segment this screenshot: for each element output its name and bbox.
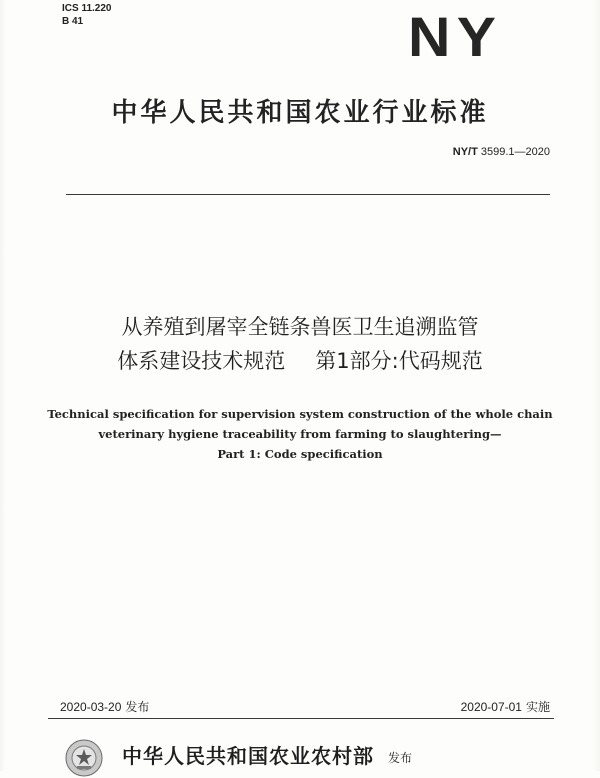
implementation-date [461, 698, 550, 715]
english-title-line-1: Technical specification for supervision system construction of the whole chain [47, 407, 553, 421]
ny-logo: NY [408, 5, 503, 68]
issue-date-label: 发布 [125, 700, 150, 714]
implementation-date-label: 实施 [525, 700, 550, 714]
chinese-title-line-2 [0, 344, 600, 378]
english-title-line-2: veterinary hygiene traceability from farming to slaughtering— [98, 427, 502, 441]
top-divider [66, 194, 550, 195]
ccs-code: B 41 [62, 16, 84, 27]
implementation-date-value: 2020-07-01 [460, 700, 522, 714]
english-title-line-3: Part 1: Code specification [217, 447, 383, 461]
english-title [0, 404, 600, 464]
chinese-title-line-2-part: 第1部分:代码规范 [315, 349, 483, 373]
issue-date [60, 698, 149, 715]
issue-date-value: 2020-03-20 [60, 700, 122, 714]
issuing-authority [122, 740, 412, 769]
chinese-title-line-2-main: 体系建设技术规范 [117, 349, 286, 373]
national-emblem-icon [64, 738, 104, 778]
standard-number [453, 146, 550, 158]
chinese-title [0, 310, 600, 378]
ministry-name: 中华人民共和国农业农村部 [122, 744, 374, 768]
publish-label: 发布 [388, 751, 413, 765]
classification-codes [62, 2, 111, 28]
chinese-title-line-1: 从养殖到屠宰全链条兽医卫生追溯监管 [121, 315, 479, 339]
bottom-divider [48, 718, 554, 719]
standard-number-prefix: NY/T [452, 146, 478, 158]
org-title: 中华人民共和国农业行业标准 [111, 98, 489, 128]
standard-number-value: 3599.1—2020 [480, 146, 550, 158]
ics-code: ICS 11.220 [62, 3, 112, 14]
